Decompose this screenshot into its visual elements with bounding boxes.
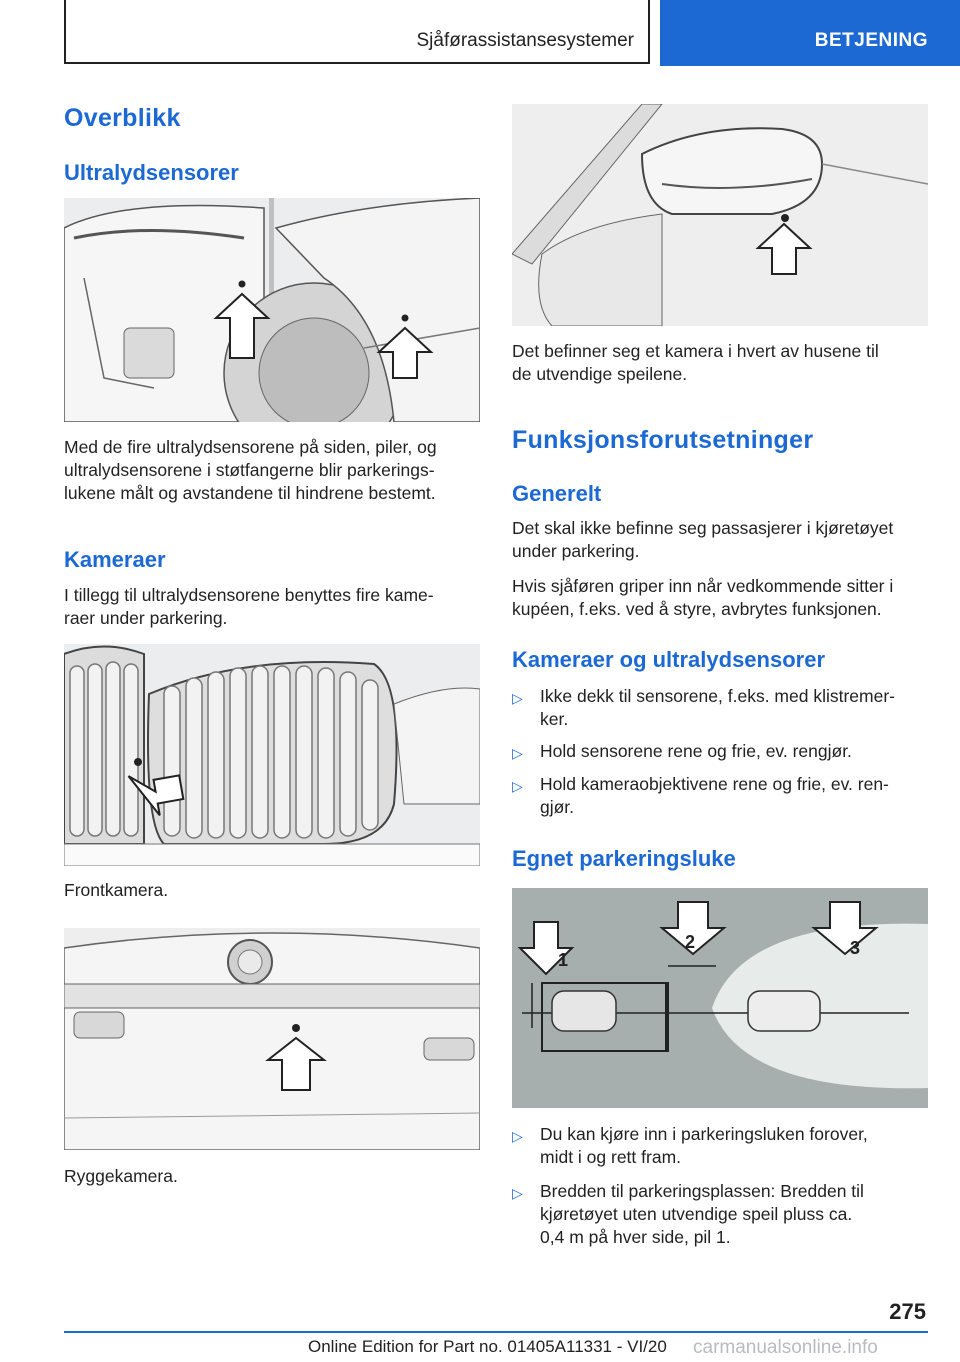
bullet-triangle-icon: ▷ xyxy=(512,745,523,761)
bullet-triangle-icon: ▷ xyxy=(512,778,523,794)
text-line: Hvis sjåføren griper inn når vedkommende sitter i xyxy=(512,576,894,596)
text-line: midt i og rett fram. xyxy=(540,1147,682,1167)
heading-parking-space: Egnet parkeringsluke xyxy=(512,846,736,871)
mirror-paragraph xyxy=(512,340,879,386)
text-line: Hold kameraobjektivene rene og frie, ev. ren- xyxy=(540,774,889,794)
header-section-box xyxy=(64,0,650,64)
text-line: de utvendige speilene. xyxy=(512,364,688,384)
text-line: raer under parkering. xyxy=(64,608,228,628)
text-line: Det skal ikke befinne seg passasjerer i kjøretøyet xyxy=(512,518,894,538)
front-camera-illustration xyxy=(64,644,480,866)
heading-general: Generelt xyxy=(512,481,602,506)
text-line: I tillegg til ultralydsensorene benyttes fire kame- xyxy=(64,585,434,605)
mirror-camera-illustration xyxy=(512,104,928,326)
heading-ultrasonic: Ultralydsensorer xyxy=(64,160,239,185)
bullet-triangle-icon: ▷ xyxy=(512,1128,523,1144)
list-item xyxy=(512,740,928,763)
diagram-label-2: 2 xyxy=(685,932,696,952)
ultrasonic-sensors-figure xyxy=(64,198,480,422)
front-camera-figure xyxy=(64,644,480,866)
ultrasonic-sensors-illustration xyxy=(64,198,480,422)
text-line: Ikke dekk til sensorene, f.eks. med klistremer- xyxy=(540,686,895,706)
front-camera-caption: Frontkamera. xyxy=(64,880,169,900)
heading-cameras-sensors: Kameraer og ultralydsensorer xyxy=(512,647,826,672)
header-section-title: Sjåførassistansesystemer xyxy=(416,30,634,51)
text-line: gjør. xyxy=(540,797,575,817)
list-item xyxy=(512,1180,928,1249)
text-line: Bredden til parkeringsplassen: Bredden til xyxy=(540,1181,864,1201)
text-line: Det befinner seg et kamera i hvert av husene til xyxy=(512,341,879,361)
heading-overview: Overblikk xyxy=(64,104,181,132)
text-line: kupéen, f.eks. ved å styre, avbrytes funksjonen. xyxy=(512,599,882,619)
footer-edition: Online Edition for Part no. 01405A11331 - VI/20 xyxy=(308,1337,667,1356)
mirror-camera-figure xyxy=(512,104,928,326)
parking-space-illustration xyxy=(512,888,928,1108)
ultrasonic-paragraph xyxy=(64,436,437,505)
rear-camera-illustration xyxy=(64,928,480,1150)
general-paragraph-1 xyxy=(512,517,893,563)
list-item xyxy=(512,773,928,819)
text-line: under parkering. xyxy=(512,541,640,561)
text-line: Du kan kjøre inn i parkeringsluken forover, xyxy=(540,1124,868,1144)
parking-space-diagram xyxy=(512,888,928,1108)
heading-cameras: Kameraer xyxy=(64,547,166,572)
rear-camera-caption: Ryggekamera. xyxy=(64,1166,178,1186)
rear-camera-figure xyxy=(64,928,480,1150)
text-line: Med de fire ultralydsensorene på siden, piler, og xyxy=(64,437,437,457)
heading-requirements: Funksjonsforutsetninger xyxy=(512,426,814,454)
general-paragraph-2 xyxy=(512,575,893,621)
list-item xyxy=(512,685,928,731)
text-line: lukene målt og avstandene til hindrene bestemt. xyxy=(64,483,436,503)
bullet-triangle-icon: ▷ xyxy=(512,690,523,706)
text-line: ultralydsensorene i støtfangerne blir parkerings- xyxy=(64,460,435,480)
text-line: 0,4 m på hver side, pil 1. xyxy=(540,1227,731,1247)
header-chapter-title: BETJENING xyxy=(814,30,928,51)
header-chapter-box xyxy=(660,0,960,66)
footer-divider xyxy=(64,1331,928,1333)
text-line: Hold sensorene rene og frie, ev. rengjør. xyxy=(540,741,852,761)
text-line: kjøretøyet uten utvendige speil pluss ca. xyxy=(540,1204,853,1224)
list-item xyxy=(512,1123,928,1169)
watermark-logo: carmanualsonline.info xyxy=(693,1337,878,1358)
diagram-label-1: 1 xyxy=(558,950,569,970)
bullet-triangle-icon: ▷ xyxy=(512,1185,523,1201)
text-line: ker. xyxy=(540,709,569,729)
cameras-paragraph xyxy=(64,584,434,630)
diagram-label-3: 3 xyxy=(850,938,861,958)
page-number: 275 xyxy=(889,1299,926,1324)
